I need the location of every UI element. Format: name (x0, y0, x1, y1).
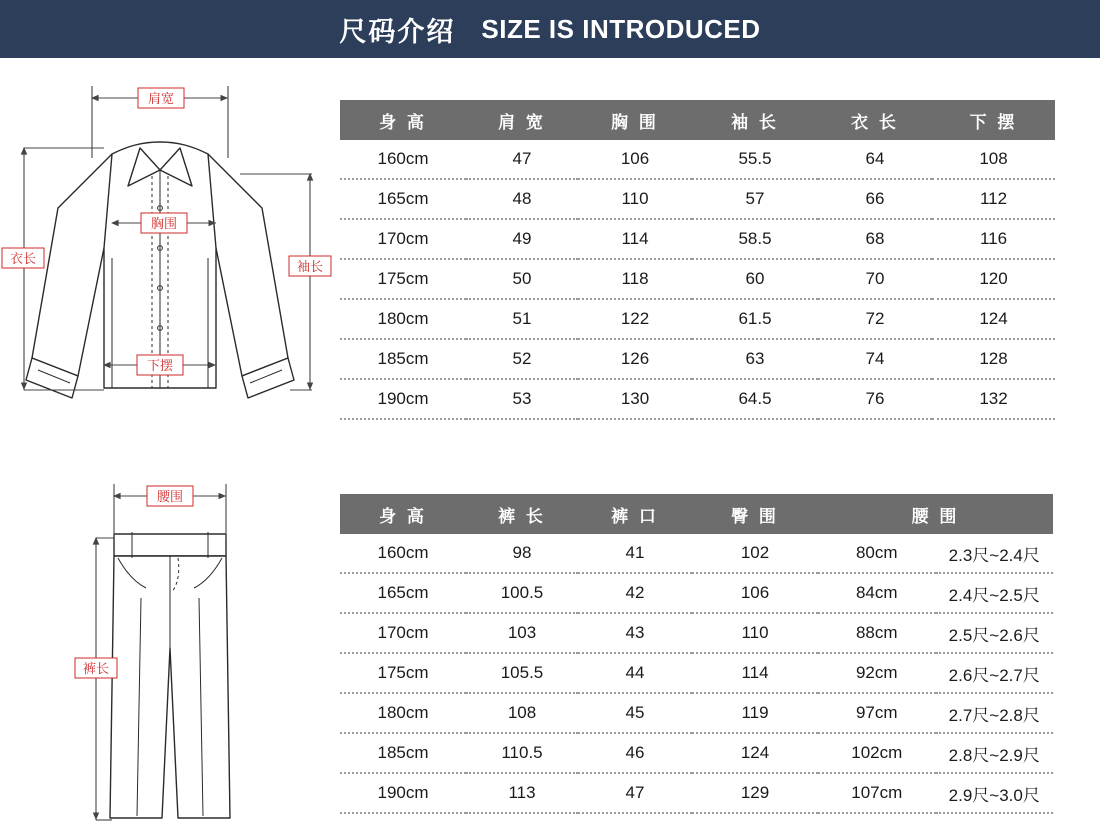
table-cell: 132 (932, 379, 1055, 419)
table-cell: 47 (578, 773, 692, 813)
table-cell: 2.7尺~2.8尺 (936, 693, 1054, 733)
column-header: 身 高 (340, 494, 466, 534)
table-cell: 175cm (340, 259, 466, 299)
table-cell: 160cm (340, 534, 466, 573)
table-cell: 102 (692, 534, 818, 573)
table-cell: 190cm (340, 773, 466, 813)
table-row (340, 534, 1053, 573)
table-cell: 68 (818, 219, 932, 259)
table-cell: 185cm (340, 733, 466, 773)
table-cell: 64.5 (692, 379, 818, 419)
column-header: 身 高 (340, 100, 466, 140)
jacket-section (0, 58, 1100, 458)
column-header: 臀 围 (692, 494, 818, 534)
table-cell: 112 (932, 179, 1055, 219)
table-cell: 116 (932, 219, 1055, 259)
table-cell: 74 (818, 339, 932, 379)
jacket-label-shoulder: 肩宽 (147, 91, 175, 106)
table-cell: 120 (932, 259, 1055, 299)
table-cell: 76 (818, 379, 932, 419)
table-cell: 2.9尺~3.0尺 (936, 773, 1054, 813)
table-cell: 175cm (340, 653, 466, 693)
table-cell: 49 (466, 219, 578, 259)
table-cell: 72 (818, 299, 932, 339)
table-cell: 51 (466, 299, 578, 339)
trousers-label-waist: 腰围 (156, 489, 184, 504)
table-cell: 48 (466, 179, 578, 219)
column-header: 下 摆 (932, 100, 1055, 140)
table-row (340, 379, 1055, 419)
page-title-cn: 尺码介绍 (339, 16, 456, 47)
table-cell: 53 (466, 379, 578, 419)
table-row (340, 140, 1055, 179)
table-cell: 58.5 (692, 219, 818, 259)
jacket-size-table (340, 100, 1055, 420)
table-cell: 108 (466, 693, 578, 733)
table-cell: 2.8尺~2.9尺 (936, 733, 1054, 773)
page-title-en: SIZE IS INTRODUCED (481, 13, 761, 44)
trousers-section (0, 458, 1100, 837)
trousers-table-wrap (340, 458, 1100, 837)
table-cell: 43 (578, 613, 692, 653)
table-row (340, 613, 1053, 653)
column-header: 裤 口 (578, 494, 692, 534)
table-cell: 165cm (340, 573, 466, 613)
table-row (340, 573, 1053, 613)
table-cell: 50 (466, 259, 578, 299)
table-row (340, 259, 1055, 299)
table-row (340, 733, 1053, 773)
column-header: 裤 长 (466, 494, 578, 534)
table-cell: 126 (578, 339, 692, 379)
table-cell: 97cm (818, 693, 936, 733)
table-cell: 63 (692, 339, 818, 379)
table-cell: 100.5 (466, 573, 578, 613)
table-cell: 55.5 (692, 140, 818, 179)
table-header-row (340, 100, 1055, 140)
table-cell: 80cm (818, 534, 936, 573)
table-cell: 165cm (340, 179, 466, 219)
table-cell: 190cm (340, 379, 466, 419)
jacket-label-hem: 下摆 (146, 358, 174, 373)
table-cell: 129 (692, 773, 818, 813)
page-header (0, 0, 1100, 58)
table-cell: 46 (578, 733, 692, 773)
table-cell: 66 (818, 179, 932, 219)
trousers-diagram (0, 458, 340, 837)
table-row (340, 299, 1055, 339)
jacket-label-length: 衣长 (9, 251, 37, 266)
table-cell: 170cm (340, 219, 466, 259)
table-cell: 170cm (340, 613, 466, 653)
table-cell: 180cm (340, 693, 466, 733)
table-cell: 160cm (340, 140, 466, 179)
table-cell: 102cm (818, 733, 936, 773)
table-cell: 113 (466, 773, 578, 813)
table-cell: 122 (578, 299, 692, 339)
table-cell: 110 (692, 613, 818, 653)
table-row (340, 653, 1053, 693)
table-cell: 110 (578, 179, 692, 219)
table-cell: 45 (578, 693, 692, 733)
table-cell: 114 (692, 653, 818, 693)
jacket-table-wrap (340, 58, 1100, 458)
table-header-row (340, 494, 1053, 534)
table-cell: 84cm (818, 573, 936, 613)
table-cell: 60 (692, 259, 818, 299)
trousers-size-table (340, 494, 1053, 814)
table-cell: 52 (466, 339, 578, 379)
table-cell: 103 (466, 613, 578, 653)
column-header: 腰 围 (818, 494, 1053, 534)
trousers-figure (0, 458, 340, 837)
table-cell: 128 (932, 339, 1055, 379)
table-cell: 107cm (818, 773, 936, 813)
table-cell: 108 (932, 140, 1055, 179)
column-header: 袖 长 (692, 100, 818, 140)
table-cell: 2.6尺~2.7尺 (936, 653, 1054, 693)
table-cell: 92cm (818, 653, 936, 693)
table-cell: 185cm (340, 339, 466, 379)
table-cell: 2.3尺~2.4尺 (936, 534, 1054, 573)
table-cell: 124 (932, 299, 1055, 339)
table-cell: 98 (466, 534, 578, 573)
table-cell: 61.5 (692, 299, 818, 339)
table-cell: 110.5 (466, 733, 578, 773)
table-cell: 119 (692, 693, 818, 733)
table-row (340, 693, 1053, 733)
table-cell: 42 (578, 573, 692, 613)
table-cell: 106 (692, 573, 818, 613)
table-row (340, 339, 1055, 379)
table-cell: 88cm (818, 613, 936, 653)
table-row (340, 179, 1055, 219)
jacket-label-sleeve: 袖长 (296, 259, 324, 274)
table-cell: 47 (466, 140, 578, 179)
table-row (340, 773, 1053, 813)
table-cell: 2.5尺~2.6尺 (936, 613, 1054, 653)
table-cell: 57 (692, 179, 818, 219)
column-header: 衣 长 (818, 100, 932, 140)
table-cell: 105.5 (466, 653, 578, 693)
table-cell: 41 (578, 534, 692, 573)
table-cell: 130 (578, 379, 692, 419)
table-cell: 64 (818, 140, 932, 179)
jacket-label-chest: 胸围 (150, 216, 178, 231)
jacket-diagram (0, 58, 340, 458)
table-cell: 44 (578, 653, 692, 693)
table-cell: 106 (578, 140, 692, 179)
table-row (340, 219, 1055, 259)
table-cell: 114 (578, 219, 692, 259)
table-cell: 70 (818, 259, 932, 299)
table-cell: 2.4尺~2.5尺 (936, 573, 1054, 613)
table-cell: 118 (578, 259, 692, 299)
table-cell: 124 (692, 733, 818, 773)
trousers-label-length: 裤长 (82, 661, 110, 676)
column-header: 胸 围 (578, 100, 692, 140)
jacket-figure (0, 58, 340, 458)
table-cell: 180cm (340, 299, 466, 339)
column-header: 肩 宽 (466, 100, 578, 140)
